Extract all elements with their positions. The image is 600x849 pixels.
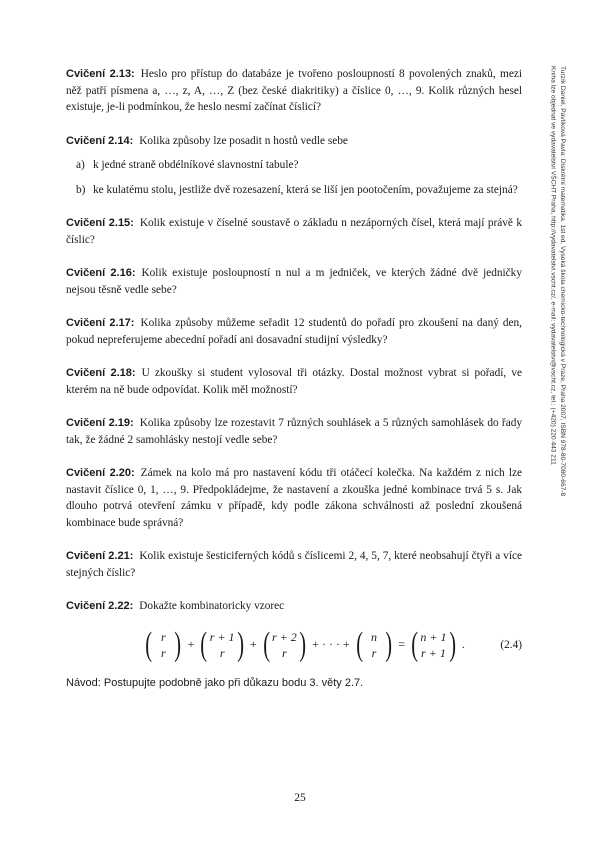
side-note-citation — [547, 66, 567, 646]
exercise-2-20 — [66, 465, 522, 531]
binom-top: r + 1 — [209, 629, 235, 644]
exercise-label: Cvičení 2.21: — [66, 550, 134, 562]
binom-bottom: r — [371, 645, 377, 660]
exercise-2-14 — [66, 133, 522, 199]
exercise-label: Cvičení 2.17: — [66, 317, 135, 329]
exercise-2-15 — [66, 215, 522, 248]
exercise-label: Cvičení 2.16: — [66, 267, 136, 279]
binomial-identity-formula — [66, 621, 522, 669]
exercise-label: Cvičení 2.20: — [66, 467, 135, 479]
exercise-text: Kolika způsoby můžeme seřadit 12 studentů do pořadí pro zkoušení na daný den, pokud nepreferujeme abecední pořadí ani dosavadní studijní výsledky? — [66, 317, 523, 346]
hint-text: Návod: Postupujte podobně jako při důkazu bodu 3. věty 2.7. — [66, 676, 364, 689]
binom-bottom: r + 1 — [421, 645, 446, 660]
exercise-label: Cvičení 2.15: — [66, 217, 134, 229]
plus-sign: + — [249, 637, 257, 652]
exercise-2-22 — [66, 598, 522, 615]
binom-bottom: r — [219, 645, 225, 660]
exercise-2-18 — [66, 365, 522, 398]
binomial-term: ( r + 2 r ) — [262, 625, 306, 663]
exercise-2-17 — [66, 315, 522, 348]
exercise-2-21 — [66, 548, 522, 581]
exercise-text: Kolik existuje v číselné soustavě o základu n nezáporných čísel, která mají právě k číslic? — [66, 217, 522, 246]
subitem-a — [66, 157, 522, 174]
binomial-term: ( r r ) — [145, 625, 182, 663]
exercise-2-16 — [66, 265, 522, 298]
binom-top: r — [160, 629, 166, 644]
exercise-2-13 — [66, 66, 522, 116]
exercise-text: Zámek na kolo má pro nastavení kódu tři otáčecí kolečka. Na každém z nich lze nastavit číslice 0, 1, …, 9. Předpokládejme, že nastavení a zkouška jedné kombinace trvá 5 s. Jak dlouho potrvá otevření zámku v případě, kdy podle zákona schválnosti až poslední zkoušená kombinace bude správná? — [66, 467, 522, 529]
exercise-label: Cvičení 2.22: — [66, 600, 134, 612]
binomial-term: ( n r ) — [355, 625, 393, 663]
ellipsis-sum: + · · · + — [312, 637, 350, 652]
equation-number: (2.4) — [500, 638, 522, 651]
formula-expression — [142, 621, 468, 669]
subitem-b — [66, 182, 522, 199]
binom-bottom: r — [282, 645, 287, 660]
exercise-subitems — [66, 157, 522, 198]
subitem-text: k jedné straně obdélníkové slavnostní tabule? — [93, 159, 299, 171]
exercise-text: Kolika způsoby lze posadit n hostů vedle sebe — [139, 134, 348, 147]
exercise-label: Cvičení 2.13: — [66, 68, 135, 80]
side-note-line: Kniha lze objednat ve vydavatelství VŠCHT Praha, http://vydavatelstvi.vscht.cz/, e-mail: vydavatelstvi@vscht.cz, tel.: (+420) 220 443 211 — [549, 66, 557, 465]
equals-sign: = — [398, 637, 406, 652]
subitem-text: ke kulatému stolu, jestliže dvě rozesazení, která se liší jen pootočením, považujeme za stejná? — [93, 183, 518, 196]
binom-top: n + 1 — [420, 629, 447, 644]
exercise-text: Heslo pro přístup do databáze je tvořeno posloupností 8 povolených znaků, mezi něž patří písmena a, …, z, A, …, Z (bez české diakritiky) a číslice 0, …, 9. Kolik různých hesel existuje, je-li podmínkou, že heslo nesmí začínat číslicí? — [66, 68, 522, 113]
exercise-label: Cvičení 2.19: — [66, 417, 134, 429]
plus-sign: + — [187, 637, 195, 652]
binomial-term: ( r + 1 r ) — [200, 625, 244, 663]
exercise-label: Cvičení 2.18: — [66, 367, 136, 379]
exercise-label: Cvičení 2.14: — [66, 134, 134, 147]
exercise-text: U zkoušky si student vylosoval tři otázky. Dostal možnost vybrat si pořadí, ve kterém na ně bude odpovídat. Kolik měl možností? — [66, 367, 522, 396]
formula-period: . — [461, 637, 465, 652]
subitem-label: a) — [76, 159, 85, 171]
page-content — [66, 66, 522, 691]
exercise-text: Dokažte kombinatoricky vzorec — [139, 600, 285, 612]
exercise-text: Kolik existuje posloupností n nul a m jedniček, ve kterých žádné dvě jedničky nejsou těsně vedle sebe? — [66, 267, 522, 296]
binomial-result: ( n + 1 r + 1 ) — [411, 625, 456, 663]
subitem-label: b) — [76, 183, 86, 196]
exercise-text: Kolik existuje šesticiferných kódů s číslicemi 2, 4, 5, 7, které neobsahují čtyři a více stejných číslic? — [66, 550, 522, 579]
page-number: 25 — [294, 792, 306, 804]
exercise-2-19 — [66, 415, 522, 448]
binom-bottom: r — [160, 645, 166, 660]
binom-top: n — [370, 629, 377, 644]
binom-top: r + 2 — [271, 629, 297, 644]
exercise-text: Kolika způsoby lze rozestavit 7 různých souhlásek a 5 různých samohlásek do řady tak, že žádné 2 samohlásky nestojí vedle sebe? — [66, 417, 523, 446]
side-note-line: Turzík Daniel, Pavlíková Pavla: Diskrétní matematika. 1st ed. Vysoká škola chemicko-technologická v Praze, Praha 2007, ISBN 978-80-7080-667-8 — [559, 66, 566, 497]
